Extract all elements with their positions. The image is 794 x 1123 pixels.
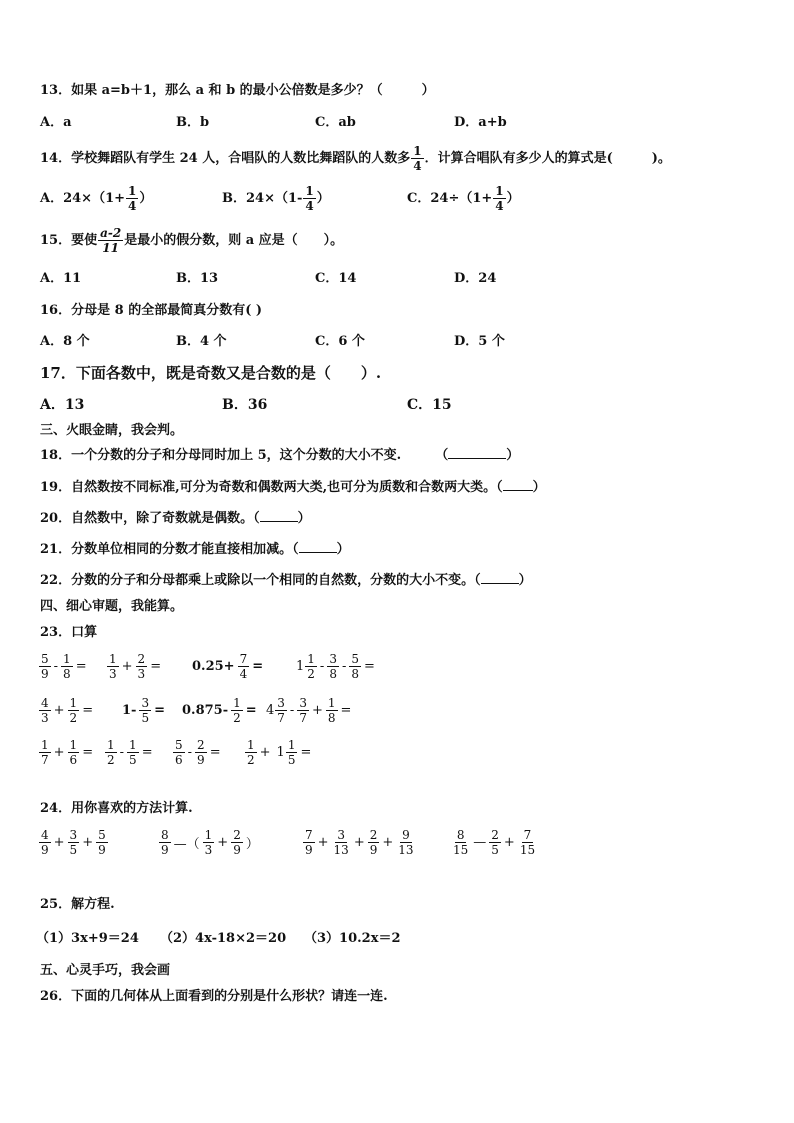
q13-stem: 13．如果 a=b＋1，那么 a 和 b 的最小公倍数是多少？（ ） bbox=[40, 83, 435, 98]
q25-equation-3: （3）10.2x＝2 bbox=[304, 931, 401, 946]
q15-option-c: C．14 bbox=[315, 271, 357, 286]
q13-option-c: C．ab bbox=[315, 115, 356, 130]
q23-r1-a: $\frac{5}{9}$ - $\frac{1}{8}$ = bbox=[41, 652, 87, 681]
q23-r1-c: 0.25+ $\frac{7}{4}$ = bbox=[192, 652, 264, 681]
q14-option-b: B．24×（1- $\frac{1}{4}$ ） bbox=[222, 184, 330, 213]
q23-r2-b: 1- $\frac{3}{5}$ = bbox=[122, 696, 165, 725]
q14-stem-text: 14．学校舞蹈队有学生 24 人，合唱队的人数比舞蹈队的人数多 bbox=[40, 150, 411, 166]
q16-option-b: B．4 个 bbox=[176, 334, 227, 349]
q14-option-c: C．24÷（1+ $\frac{1}{4}$ ） bbox=[407, 184, 520, 213]
q24-c: $\frac{7}{9}$ + $\frac{3}{13}$ + $\frac{2}{9}$ + $\frac{9}{13}$ bbox=[305, 828, 414, 857]
q16-option-c: C．6 个 bbox=[315, 334, 365, 349]
section-4-title: 四、细心审题，我能算。 bbox=[40, 599, 184, 614]
q17-option-c: C．15 bbox=[407, 397, 452, 413]
q15-stem: 15．要使 $\frac{a-2}{11}$ 是最小的假分数，则 a 应是（ ）。 bbox=[40, 226, 344, 255]
section-5-title: 五、心灵手巧，我会画 bbox=[40, 963, 171, 978]
q20-answer-blank[interactable] bbox=[260, 521, 298, 522]
q24-a: $\frac{4}{9}$ + $\frac{3}{5}$ + $\frac{5}{9}$ bbox=[41, 828, 106, 857]
q16-option-d: D．5 个 bbox=[454, 334, 505, 349]
q14-stem-text-2: ．计算合唱队有多少人的算式是( )。 bbox=[424, 150, 671, 166]
q23-r3-d: $\frac{1}{2}$ + 1 $\frac{1}{5}$ = bbox=[247, 738, 312, 767]
q23-r1-d: 1 $\frac{1}{2}$ - $\frac{3}{8}$ - $\frac{5}{8}$ = bbox=[296, 652, 375, 681]
q23-r3-a: $\frac{1}{7}$ + $\frac{1}{6}$ = bbox=[41, 738, 94, 767]
q21: 21．分数单位相同的分数才能直接相加减。（ ） bbox=[40, 542, 350, 557]
q19-answer-blank[interactable] bbox=[503, 490, 533, 491]
q21-answer-blank[interactable] bbox=[299, 552, 337, 553]
q24-title: 24．用你喜欢的方法计算. bbox=[40, 801, 193, 816]
q17-stem: 17．下面各数中，既是奇数又是合数的是（ ）. bbox=[40, 364, 382, 382]
q16-option-a: A．8 个 bbox=[40, 334, 90, 349]
q25-title: 25．解方程. bbox=[40, 897, 115, 912]
q23-r1-b: $\frac{1}{3}$ + $\frac{2}{3}$ = bbox=[109, 652, 162, 681]
q15-fraction: $\frac{a-2}{11}$ bbox=[100, 226, 122, 255]
q22-answer-blank[interactable] bbox=[481, 583, 519, 584]
q13-option-d: D．a+b bbox=[454, 115, 507, 130]
q25-equation-1: （1）3x+9＝24 bbox=[36, 931, 139, 946]
q13-option-a: A．a bbox=[40, 115, 72, 130]
q24-d: $\frac{8}{15}$ — $\frac{2}{5}$ + $\frac{7}{15}$ bbox=[453, 828, 536, 857]
q23-r3-c: $\frac{5}{6}$ - $\frac{2}{9}$ = bbox=[175, 738, 221, 767]
q23-r2-a: $\frac{4}{3}$ + $\frac{1}{2}$ = bbox=[41, 696, 94, 725]
q19: 19．自然数按不同标准,可分为奇数和偶数两大类,也可分为质数和合数两大类。（ ） bbox=[40, 480, 546, 495]
q23-r2-d: 4 $\frac{3}{7}$ - $\frac{3}{7}$ + $\frac{1}{8}$ = bbox=[266, 696, 352, 725]
q14-option-a: A．24×（1+ $\frac{1}{4}$ ） bbox=[40, 184, 153, 213]
section-3-title: 三、火眼金睛，我会判。 bbox=[40, 423, 184, 438]
q15-option-d: D．24 bbox=[454, 271, 497, 286]
q17-option-b: B．36 bbox=[222, 397, 268, 413]
q24-b: $\frac{8}{9}$ —（ $\frac{1}{3}$ + $\frac{2}{9}$ ） bbox=[161, 828, 259, 857]
q15-option-a: A．11 bbox=[40, 271, 82, 286]
q14-stem bbox=[40, 144, 671, 173]
q15-option-b: B．13 bbox=[176, 271, 219, 286]
q22: 22．分数的分子和分母都乘上或除以一个相同的自然数，分数的大小不变。（ ） bbox=[40, 573, 532, 588]
q13-option-b: B．b bbox=[176, 115, 210, 130]
q14-fraction: $\frac{1}{4}$ bbox=[413, 144, 422, 173]
q23-title: 23．口算 bbox=[40, 625, 98, 640]
q16-stem: 16．分母是 8 的全部最简真分数有( ) bbox=[40, 303, 263, 318]
q20: 20．自然数中，除了奇数就是偶数。（ ） bbox=[40, 511, 311, 526]
q23-r3-b: $\frac{1}{2}$ - $\frac{1}{5}$ = bbox=[107, 738, 153, 767]
q18-answer-blank[interactable] bbox=[448, 458, 506, 459]
q25-equation-2: （2）4x-18×2＝20 bbox=[160, 931, 287, 946]
q17-option-a: A．13 bbox=[40, 397, 85, 413]
q18: 18．一个分数的分子和分母同时加上 5，这个分数的大小不变. （ ） bbox=[40, 448, 520, 463]
q26-stem: 26．下面的几何体从上面看到的分别是什么形状？请连一连. bbox=[40, 989, 388, 1004]
q23-r2-c: 0.875- $\frac{1}{2}$ = bbox=[182, 696, 257, 725]
